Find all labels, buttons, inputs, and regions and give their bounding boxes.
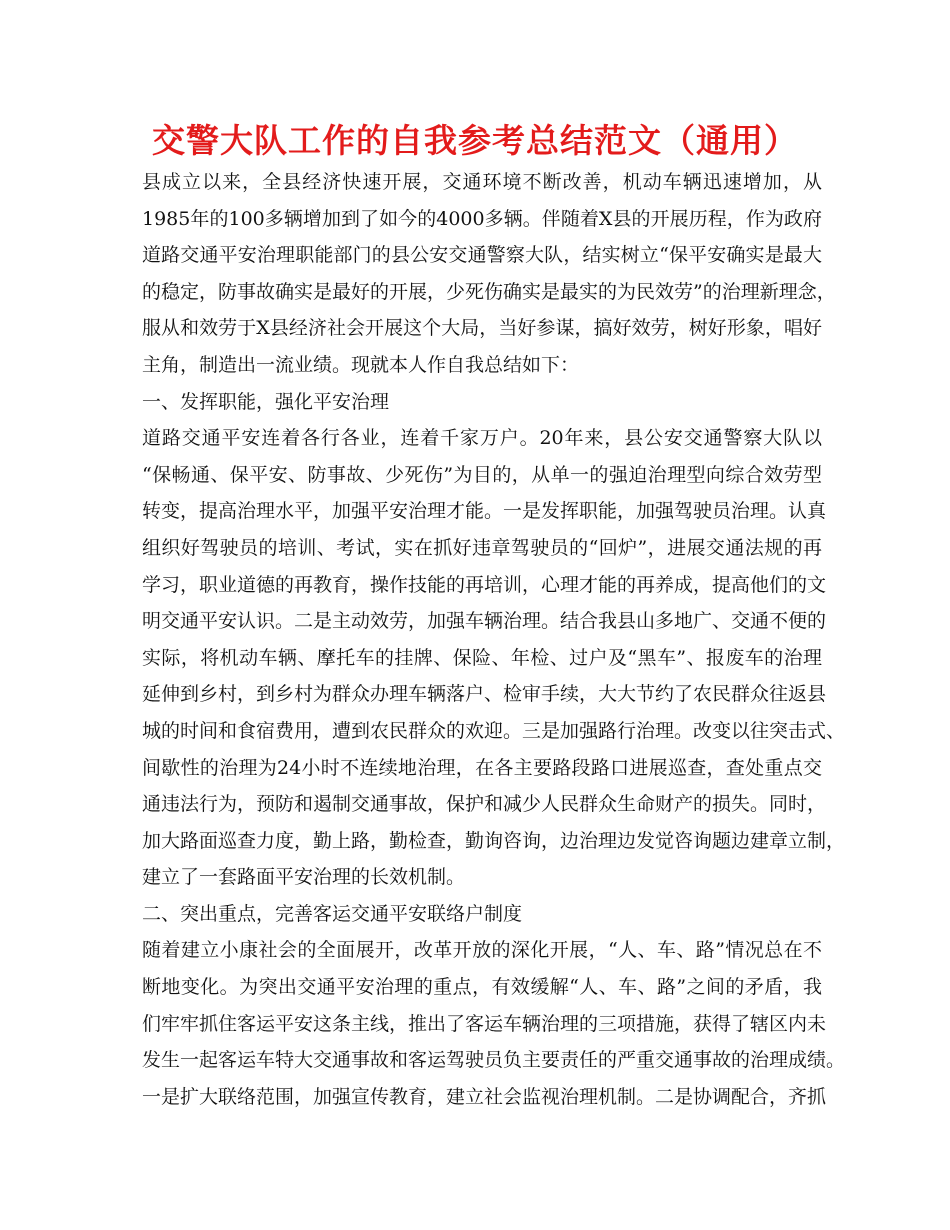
body-line: 延伸到乡村，到乡村为群众办理车辆落户、检审手续，大大节约了农民群众往返县 [142,683,827,706]
body-line: “保畅通、保平安、防事故、少死伤”为目的，从单一的强迫治理型向综合效劳型 [142,463,822,486]
body-line: 通违法行为，预防和遏制交通事故，保护和减少人民群众生命财产的损失。同时， [142,793,827,816]
body-line: 建立了一套路面平安治理的长效机制。 [142,866,466,889]
body-line: 1985年的100多辆增加到了如今的4000多辆。伴随着X县的开展历程，作为政府 [142,207,822,230]
body-line: 一是扩大联络范围，加强宣传教育，建立社会监视治理机制。二是协调配合，齐抓 [142,1085,827,1108]
body-line: 的稳定，防事故确实是最好的开展，少死伤确实是最实的为民效劳”的治理新理念， [142,280,836,303]
body-line: 县成立以来，全县经济快速开展，交通环境不断改善，机动车辆迅速增加，从 [142,171,822,193]
document-body [142,164,846,1115]
body-line: 服从和效劳于X县经济社会开展这个大局，当好参谋，搞好效劳，树好形象，唱好 [142,317,822,340]
section-heading: 一、发挥职能，强化平安治理 [142,390,390,413]
body-line: 明交通平安认识。二是主动效劳，加强车辆治理。结合我县山多地广、交通不便的 [142,610,827,633]
body-line: 随着建立小康社会的全面展开，改革开放的深化开展，“人、车、路”情况总在不 [142,939,822,962]
body-line: 道路交通平安治理职能部门的县公安交通警察大队，结实树立“保平安确实是最大 [142,244,822,267]
body-line: 实际，将机动车辆、摩托车的挂牌、保险、年检、过户及“黑车”、报废车的治理 [142,646,822,669]
body-line: 加大路面巡查力度，勤上路，勤检查，勤询咨询，边治理边发觉咨询题边建章立制， [142,829,846,852]
body-line: 间歇性的治理为24小时不连续地治理，在各主要路段路口进展巡查，查处重点交 [142,756,822,779]
body-line: 主角，制造出一流业绩。现就本人作自我总结如下： [142,353,580,376]
body-line: 们牢牢抓住客运平安这条主线，推出了客运车辆治理的三项措施，获得了辖区内未 [142,1012,827,1035]
body-line: 道路交通平安连着各行各业，连着千家万户。20年来，县公安交通警察大队以 [142,427,822,450]
body-line: 断地变化。为突出交通平安治理的重点，有效缓解“人、车、路”之间的矛盾，我 [142,976,822,999]
document-title: 交警大队工作的自我参考总结范文（通用） [152,121,798,160]
body-line: 学习，职业道德的再教育，操作技能的再培训，心理才能的再养成，提高他们的文 [142,573,827,596]
section-heading: 二、突出重点，完善客运交通平安联络户制度 [142,902,523,925]
body-line: 发生一起客运车特大交通事故和客运驾驶员负主要责任的严重交通事故的治理成绩。 [142,1049,846,1072]
body-line: 城的时间和食宿费用，遭到农民群众的欢迎。三是加强路行治理。改变以往突击式、 [142,719,846,742]
body-line: 转变，提高治理水平，加强平安治理才能。一是发挥职能，加强驾驶员治理。认真 [142,500,827,523]
body-line: 组织好驾驶员的培训、考试，实在抓好违章驾驶员的“回炉”，进展交通法规的再 [142,536,822,559]
